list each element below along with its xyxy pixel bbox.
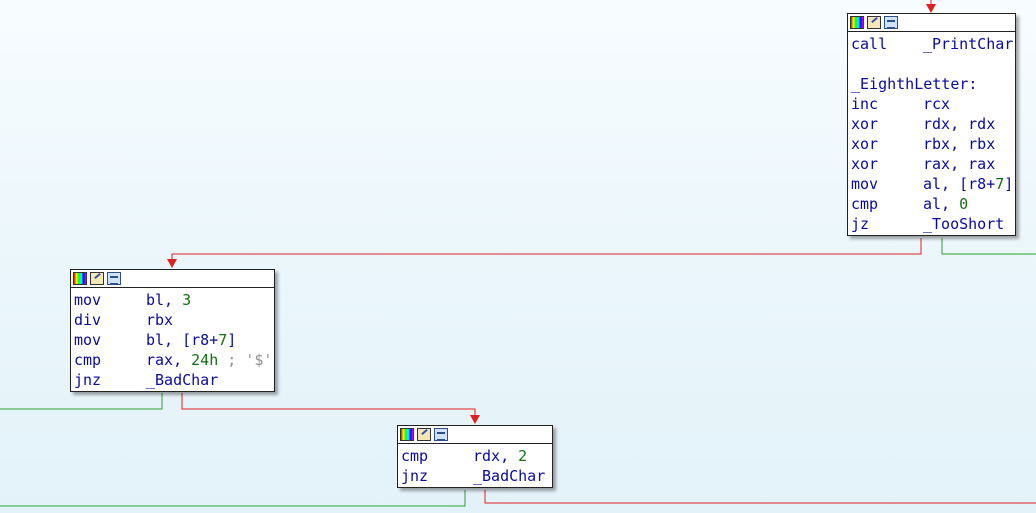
edit-icon[interactable] xyxy=(867,16,881,29)
asm-line[interactable]: cmp rdx, 2 xyxy=(401,447,528,465)
graph-icon[interactable] xyxy=(434,428,448,441)
arrow-head xyxy=(926,4,936,13)
code-block-rdx-check[interactable] xyxy=(397,425,553,488)
asm-line[interactable]: jnz _BadChar xyxy=(401,467,546,485)
asm-line[interactable]: div rbx xyxy=(74,311,174,329)
arrow-head xyxy=(167,259,177,268)
edge-middle-to-bottom xyxy=(182,393,475,418)
asm-line[interactable]: inc rcx xyxy=(851,95,951,113)
color-palette-icon[interactable] xyxy=(73,272,87,285)
asm-line[interactable]: cmp rax, 24h ; '$' xyxy=(74,351,273,369)
asm-line[interactable]: mov bl, [r8+7] xyxy=(74,331,237,349)
edge-top-to-middle xyxy=(172,238,921,262)
node-header xyxy=(398,426,552,444)
code-block-div-check[interactable] xyxy=(70,269,275,392)
asm-line[interactable]: jz _TooShort xyxy=(851,215,1005,233)
asm-line[interactable]: xor rax, rax xyxy=(851,155,996,173)
code-block-eighth-letter[interactable] xyxy=(847,13,1016,236)
blank-line xyxy=(851,54,1012,74)
node-header xyxy=(71,270,274,288)
asm-line[interactable]: call _PrintChar xyxy=(851,35,1014,53)
node-header xyxy=(848,14,1015,32)
arrow-head xyxy=(470,415,480,424)
edge-bottom-true xyxy=(0,490,465,506)
asm-line[interactable]: mov al, [r8+7] xyxy=(851,175,1014,193)
edge-middle-true xyxy=(0,393,162,409)
edge-bottom-false xyxy=(485,490,1036,503)
asm-line[interactable]: xor rbx, rbx xyxy=(851,135,996,153)
asm-line[interactable]: jnz _BadChar xyxy=(74,371,219,389)
asm-line[interactable]: mov bl, 3 xyxy=(74,291,192,309)
color-palette-icon[interactable] xyxy=(400,428,414,441)
label-line[interactable]: _EighthLetter: xyxy=(851,75,978,93)
edit-icon[interactable] xyxy=(417,428,431,441)
asm-line[interactable]: cmp al, 0 xyxy=(851,195,969,213)
color-palette-icon[interactable] xyxy=(850,16,864,29)
edge-top-true xyxy=(942,238,1036,254)
graph-icon[interactable] xyxy=(107,272,121,285)
edit-icon[interactable] xyxy=(90,272,104,285)
graph-icon[interactable] xyxy=(884,16,898,29)
asm-line[interactable]: xor rdx, rdx xyxy=(851,115,996,133)
